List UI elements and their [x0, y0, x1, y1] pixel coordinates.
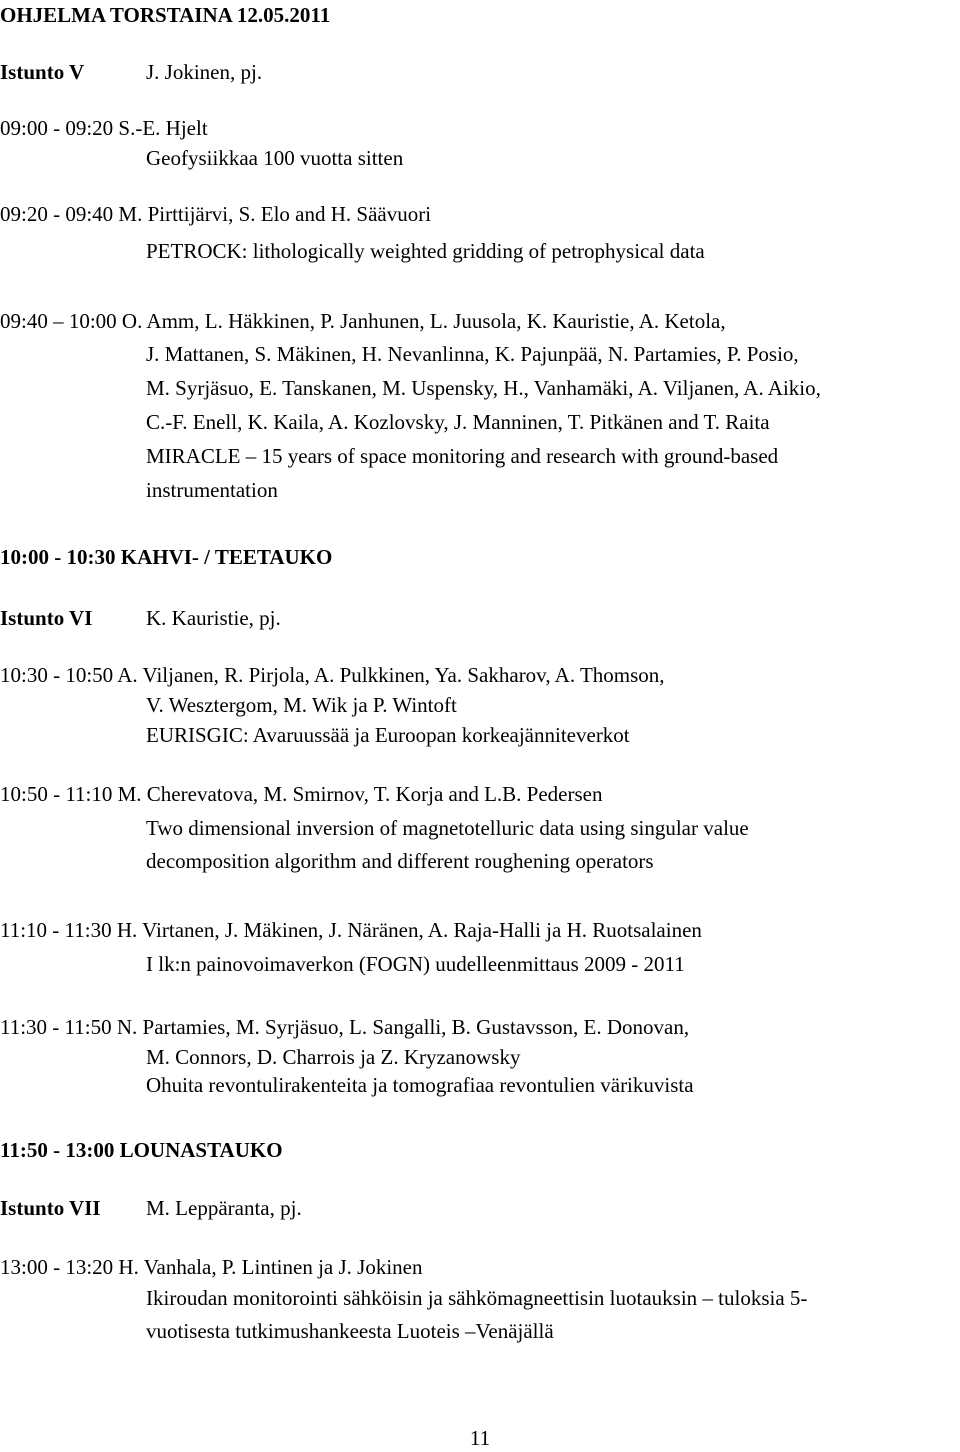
- talk-aurora-authors-line2: M. Connors, D. Charrois ja Z. Kryzanowsky: [146, 1045, 521, 1069]
- talk-miracle-title-line2: instrumentation: [146, 478, 278, 502]
- page-number: 11: [469, 1426, 491, 1450]
- talk-fogn-authors: 11:10 - 11:30 H. Virtanen, J. Mäkinen, J. Näränen, A. Raja-Halli ja H. Ruotsalainen: [0, 918, 702, 942]
- session-vii-chair: M. Leppäranta, pj.: [146, 1196, 302, 1220]
- page-heading: OHJELMA TORSTAINA 12.05.2011: [0, 3, 331, 27]
- session-v-chair: J. Jokinen, pj.: [146, 60, 263, 84]
- session-v-label: Istunto V: [0, 60, 85, 84]
- coffee-break: 10:00 - 10:30 KAHVI- / TEETAUKO: [0, 545, 333, 569]
- session-vi-label: Istunto VI: [0, 606, 93, 630]
- talk-miracle-authors-line4: C.-F. Enell, K. Kaila, A. Kozlovsky, J. Manninen, T. Pitkänen and T. Raita: [146, 410, 770, 434]
- talk-petrock-time-authors: 09:20 - 09:40 M. Pirttijärvi, S. Elo and H. Säävuori: [0, 202, 432, 226]
- talk-ikirouta-title-line2: vuotisesta tutkimushankeesta Luoteis –Venäjällä: [146, 1319, 554, 1343]
- talk-miracle-authors-line2: J. Mattanen, S. Mäkinen, H. Nevanlinna, K. Pajunpää, N. Partamies, P. Posio,: [146, 342, 799, 366]
- talk-miracle-title-line1: MIRACLE – 15 years of space monitoring and research with ground-based: [146, 444, 779, 468]
- session-vii-label: Istunto VII: [0, 1196, 101, 1220]
- talk-inversion-authors: 10:50 - 11:10 M. Cherevatova, M. Smirnov, T. Korja and L.B. Pedersen: [0, 782, 603, 806]
- talk-eurisgic-authors-line2: V. Wesztergom, M. Wik ja P. Wintoft: [146, 693, 457, 717]
- talk-hjelt-title: Geofysiikkaa 100 vuotta sitten: [146, 146, 404, 170]
- talk-aurora-title: Ohuita revontulirakenteita ja tomografiaa revontulien värikuvista: [146, 1073, 694, 1097]
- talk-inversion-title-line2: decomposition algorithm and different roughening operators: [146, 849, 654, 873]
- talk-ikirouta-authors: 13:00 - 13:20 H. Vanhala, P. Lintinen ja J. Jokinen: [0, 1255, 423, 1279]
- lunch-break: 11:50 - 13:00 LOUNASTAUKO: [0, 1138, 283, 1162]
- talk-eurisgic-title: EURISGIC: Avaruussää ja Euroopan korkeajänniteverkot: [146, 723, 630, 747]
- talk-miracle-authors-line3: M. Syrjäsuo, E. Tanskanen, M. Uspensky, H., Vanhamäki, A. Viljanen, A. Aikio,: [146, 376, 821, 400]
- talk-aurora-authors-line1: 11:30 - 11:50 N. Partamies, M. Syrjäsuo, L. Sangalli, B. Gustavsson, E. Donovan,: [0, 1015, 690, 1039]
- talk-hjelt-time-authors: 09:00 - 09:20 S.-E. Hjelt: [0, 116, 208, 140]
- talk-ikirouta-title-line1: Ikiroudan monitorointi sähköisin ja sähkömagneettisin luotauksin – tuloksia 5-: [146, 1286, 808, 1310]
- talk-fogn-title: I lk:n painovoimaverkon (FOGN) uudelleenmittaus 2009 - 2011: [146, 952, 685, 976]
- session-vi-chair: K. Kauristie, pj.: [146, 606, 281, 630]
- talk-petrock-title: PETROCK: lithologically weighted gridding of petrophysical data: [146, 239, 705, 263]
- talk-miracle-authors-line1: 09:40 – 10:00 O. Amm, L. Häkkinen, P. Janhunen, L. Juusola, K. Kauristie, A. Ketola,: [0, 309, 726, 333]
- talk-eurisgic-authors-line1: 10:30 - 10:50 A. Viljanen, R. Pirjola, A. Pulkkinen, Ya. Sakharov, A. Thomson,: [0, 663, 665, 687]
- talk-inversion-title-line1: Two dimensional inversion of magnetotelluric data using singular value: [146, 816, 749, 840]
